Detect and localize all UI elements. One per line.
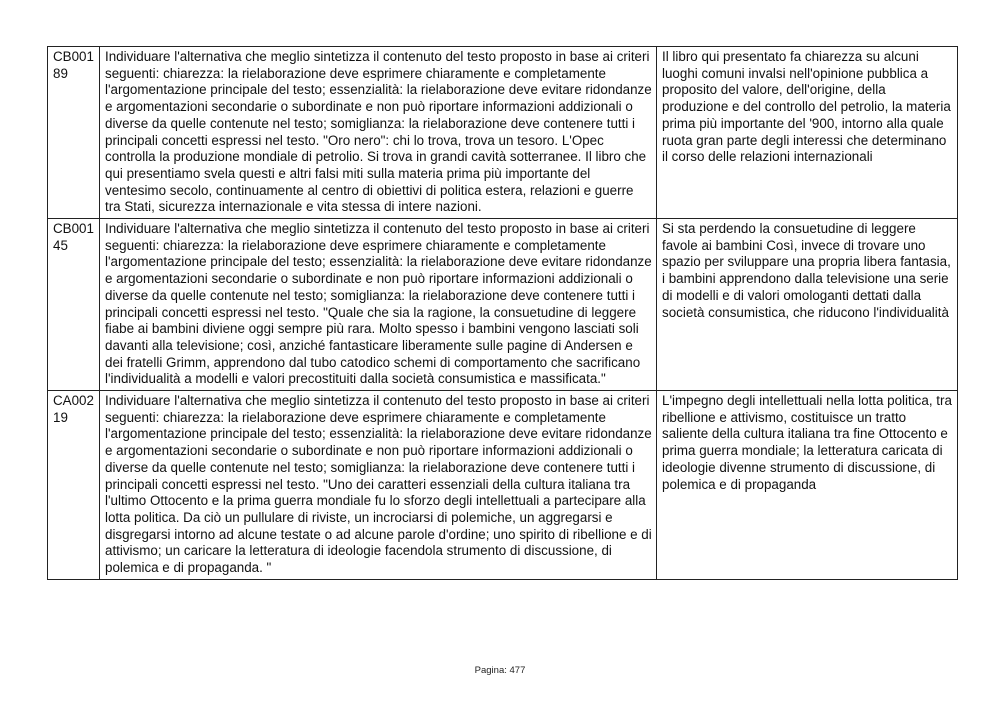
page-number: Pagina: 477 — [474, 665, 526, 676]
question-code: CB00145 — [48, 219, 100, 391]
question-text: Individuare l'alternativa che meglio sintetizza il contenuto del testo proposto in base ai criteri seguenti: chiarezza: la rielaborazione deve esprimere chiaramente e completamente l'argomentazione principale del testo; essenzialità: la rielaborazione deve evitare ridondanze e argomentazioni secondarie o subordinate e non può riportare informazioni addizionali o diverse da quelle contenute nel testo; somiglianza: la rielaborazione deve contenere tutti i principali concetti espressi nel testo. "Uno dei caratteri essenziali della cultura italiana tra l'ultimo Ottocento e la prima guerra mondiale fu lo sforzo degli intellettuali a partecipare alla lotta politica. Da ciò un pullulare di riviste, un incrociarsi di polemiche, un aggregarsi e disgregarsi intorno ad alcune testate o ad alcune parole d'ordine; uno spirito di ribellione e di attivismo; un caricare la letteratura di ideologie facendola strumento di discussione, di polemica e di propaganda. " — [100, 391, 657, 580]
answer-text: L'impegno degli intellettuali nella lotta politica, tra ribellione e attivismo, costituisce un tratto saliente della cultura italiana tra fine Ottocento e prima guerra mondiale; la letteratura caricata di ideologie divenne strumento di discussione, di polemica e di propaganda — [657, 391, 958, 580]
question-text: Individuare l'alternativa che meglio sintetizza il contenuto del testo proposto in base ai criteri seguenti: chiarezza: la rielaborazione deve esprimere chiaramente e completamente l'argomentazione principale del testo; essenzialità: la rielaborazione deve evitare ridondanze e argomentazioni secondarie o subordinate e non può riportare informazioni addizionali o diverse da quelle contenute nel testo; somiglianza: la rielaborazione deve contenere tutti i principali concetti espressi nel testo. "Oro nero": chi lo trova, trova un tesoro. L'Opec controlla la produzione mondiale di petrolio. Si trova in grandi cavità sotterranee. Il libro che qui presentiamo svela questi e altri falsi miti sulla materia prima più importante del ventesimo secolo, continuamente al centro di obiettivi di politica estera, relazioni e guerre tra Stati, sicurezza internazionale e vita stessa di intere nazioni. — [100, 47, 657, 219]
answer-text: Si sta perdendo la consuetudine di leggere favole ai bambini Così, invece di trovare uno spazio per sviluppare una propria libera fantasia, i bambini apprendono dalla televisione una serie di modelli e di valori omologanti dettati dalla società consumistica, che riducono l'individualità — [657, 219, 958, 391]
question-code: CB00189 — [48, 47, 100, 219]
question-text: Individuare l'alternativa che meglio sintetizza il contenuto del testo proposto in base ai criteri seguenti: chiarezza: la rielaborazione deve esprimere chiaramente e completamente l'argomentazione principale del testo; essenzialità: la rielaborazione deve evitare ridondanze e argomentazioni secondarie o subordinate e non può riportare informazioni addizionali o diverse da quelle contenute nel testo; somiglianza: la rielaborazione deve contenere tutti i principali concetti espressi nel testo. "Quale che sia la ragione, la consuetudine di leggere fiabe ai bambini diviene oggi sempre più rara. Molto spesso i bambini vengono lasciati soli davanti alla televisione; così, anziché fantasticare liberamente sulle pagine di Andersen e dei fratelli Grimm, apprendono dal tubo catodico schemi di comportamento che sacrificano l'individualità a modelli e valori precostituiti dalla società consumistica e massificata." — [100, 219, 657, 391]
table-row — [48, 47, 958, 219]
table-row — [48, 219, 958, 391]
question-code: CA00219 — [48, 391, 100, 580]
questions-table — [47, 46, 958, 580]
table-row — [48, 391, 958, 580]
answer-text: Il libro qui presentato fa chiarezza su alcuni luoghi comuni invalsi nell'opinione pubblica a proposito del valore, dell'origine, della produzione e del controllo del petrolio, la materia prima più importante del '900, intorno alla quale ruota gran parte degli interessi che determinano il corso delle relazioni internazionali — [657, 47, 958, 219]
